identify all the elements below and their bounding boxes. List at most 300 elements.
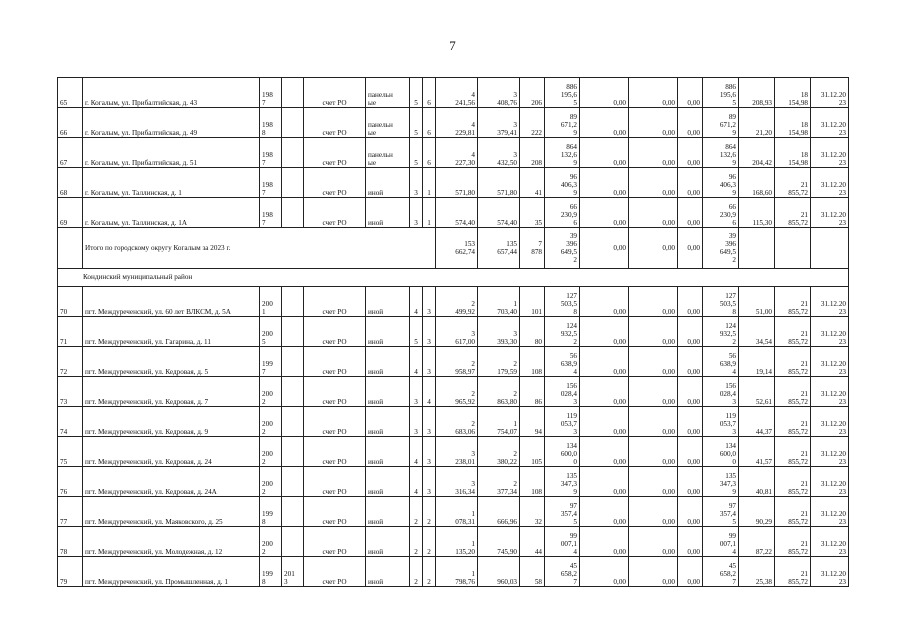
cell-row-number: 68 <box>58 168 83 198</box>
cell-address: г. Когалым, ул. Прибалтийская, д. 51 <box>83 138 260 168</box>
cell-fund-regional: 0,00 <box>629 467 678 497</box>
cell-max-cost: 21 855,72 <box>775 347 811 377</box>
cell-entrances: 3 <box>423 437 436 467</box>
cell-wall-material: панельн ые <box>366 78 410 108</box>
cell-fund-regional: 0,00 <box>629 108 678 138</box>
cell-residents: 86 <box>520 377 545 407</box>
cell-entrances: 4 <box>423 377 436 407</box>
cell-owners-funds: 99 007,1 4 <box>703 527 739 557</box>
cell-living-area: 2 179,59 <box>478 347 520 377</box>
cell-wall-material: иной <box>366 317 410 347</box>
cell-floors: 5 <box>410 138 423 168</box>
cell-wall-material: иной <box>366 557 410 587</box>
cell-residents: 108 <box>520 467 545 497</box>
cell-max-cost: 21 855,72 <box>775 557 811 587</box>
cell-owners-funds: 886 195,6 5 <box>703 78 739 108</box>
cell-planned-date: 31.12.20 23 <box>811 138 849 168</box>
table-row <box>58 138 849 168</box>
cell-total-area: 2 683,06 <box>436 407 478 437</box>
rows-konda <box>58 287 849 587</box>
cell-year-reconstruction <box>282 527 304 557</box>
cell-fund-local: 0,00 <box>678 198 703 228</box>
cell-fund-federal: 0,00 <box>580 138 629 168</box>
cell-wall-material: иной <box>366 347 410 377</box>
cell-fund-local: 0,00 <box>678 108 703 138</box>
cell-year-built: 199 7 <box>260 347 282 377</box>
table-row <box>58 168 849 198</box>
total-col12: 0,00 <box>580 228 629 269</box>
table-row <box>58 78 849 108</box>
cell-owners-funds: 156 028,4 3 <box>703 377 739 407</box>
cell-year-built: 200 2 <box>260 467 282 497</box>
cell-fund-federal: 0,00 <box>580 467 629 497</box>
cell-wall-material: иной <box>366 467 410 497</box>
cell-fund-local: 0,00 <box>678 347 703 377</box>
cell-living-area: 2 863,80 <box>478 377 520 407</box>
cell-planned-date: 31.12.20 23 <box>811 437 849 467</box>
cell-wall-material: иной <box>366 527 410 557</box>
total-area-living: 135 657,44 <box>478 228 520 269</box>
cell-owners-funds: 124 932,5 2 <box>703 317 739 347</box>
cell-row-number: 66 <box>58 108 83 138</box>
cell-address: пгт. Междуреченский, ул. Молодежная, д. 12 <box>83 527 260 557</box>
cell-cost: 134 600,0 0 <box>545 437 580 467</box>
cell-fund-method: счет РО <box>304 108 366 138</box>
table-row <box>58 527 849 557</box>
cell-residents: 222 <box>520 108 545 138</box>
cell-year-built: 198 8 <box>260 108 282 138</box>
cell-entrances: 2 <box>423 527 436 557</box>
cell-planned-date: 31.12.20 23 <box>811 317 849 347</box>
cell-cost: 45 658,2 7 <box>545 557 580 587</box>
cell-fund-local: 0,00 <box>678 78 703 108</box>
cell-fund-local: 0,00 <box>678 497 703 527</box>
cell-fund-federal: 0,00 <box>580 497 629 527</box>
cell-max-cost: 21 855,72 <box>775 407 811 437</box>
cell-cost: 127 503,5 8 <box>545 287 580 317</box>
cell-fund-federal: 0,00 <box>580 527 629 557</box>
cell-floors: 2 <box>410 557 423 587</box>
cell-row-number: 75 <box>58 437 83 467</box>
cell-fund-local: 0,00 <box>678 138 703 168</box>
cell-fund-regional: 0,00 <box>629 437 678 467</box>
cell-year-reconstruction <box>282 287 304 317</box>
cell-owners-funds: 127 503,5 8 <box>703 287 739 317</box>
cell-living-area: 1 754,07 <box>478 407 520 437</box>
cell-total-area: 2 965,92 <box>436 377 478 407</box>
cell-fund-method: счет РО <box>304 198 366 228</box>
cell-residents: 206 <box>520 78 545 108</box>
cell-living-area: 3 393,30 <box>478 317 520 347</box>
cell-entrances: 3 <box>423 317 436 347</box>
cell-fund-method: счет РО <box>304 168 366 198</box>
capital-repair-register-table <box>57 77 849 587</box>
cell-floors: 5 <box>410 317 423 347</box>
cell-fund-local: 0,00 <box>678 437 703 467</box>
cell-fund-federal: 0,00 <box>580 78 629 108</box>
cell-specific-cost: 40,81 <box>739 467 775 497</box>
cell-total-area: 4 241,56 <box>436 78 478 108</box>
cell-wall-material: иной <box>366 437 410 467</box>
cell-address: г. Когалым, ул. Таллинская, д. 1А <box>83 198 260 228</box>
cell-planned-date: 31.12.20 23 <box>811 377 849 407</box>
cell-residents: 35 <box>520 198 545 228</box>
cell-wall-material: иной <box>366 287 410 317</box>
cell-max-cost: 21 855,72 <box>775 527 811 557</box>
cell-fund-method: счет РО <box>304 317 366 347</box>
cell-fund-regional: 0,00 <box>629 407 678 437</box>
section-row <box>58 269 849 287</box>
cell-planned-date: 31.12.20 23 <box>811 497 849 527</box>
cell-year-reconstruction <box>282 407 304 437</box>
table-row <box>58 377 849 407</box>
total-kogalym <box>58 228 849 287</box>
cell-max-cost: 21 855,72 <box>775 168 811 198</box>
cell-address: пгт. Междуреченский, ул. Кедровая, д. 24А <box>83 467 260 497</box>
cell-planned-date: 31.12.20 23 <box>811 287 849 317</box>
cell-floors: 3 <box>410 407 423 437</box>
cell-living-area: 745,90 <box>478 527 520 557</box>
cell-entrances: 3 <box>423 467 436 497</box>
cell-fund-federal: 0,00 <box>580 347 629 377</box>
cell-cost: 56 638,9 4 <box>545 347 580 377</box>
cell-fund-method: счет РО <box>304 78 366 108</box>
cell-entrances: 3 <box>423 407 436 437</box>
cell-year-built: 198 7 <box>260 138 282 168</box>
table-row <box>58 287 849 317</box>
cell-residents: 94 <box>520 407 545 437</box>
cell-fund-regional: 0,00 <box>629 198 678 228</box>
table-row <box>58 407 849 437</box>
cell-total-area: 1 798,76 <box>436 557 478 587</box>
cell-fund-regional: 0,00 <box>629 377 678 407</box>
cell-year-reconstruction <box>282 108 304 138</box>
cell-floors: 4 <box>410 287 423 317</box>
cell-row-number: 67 <box>58 138 83 168</box>
cell-max-cost: 18 154,98 <box>775 138 811 168</box>
cell-entrances: 2 <box>423 497 436 527</box>
cell-fund-federal: 0,00 <box>580 317 629 347</box>
cell-planned-date: 31.12.20 23 <box>811 557 849 587</box>
cell-fund-federal: 0,00 <box>580 407 629 437</box>
cell-owners-funds: 45 658,2 7 <box>703 557 739 587</box>
cell-year-reconstruction <box>282 168 304 198</box>
cell-entrances: 2 <box>423 557 436 587</box>
cell-address: пгт. Междуреченский, ул. 60 лет ВЛКСМ, д. 5А <box>83 287 260 317</box>
cell-year-built: 198 7 <box>260 198 282 228</box>
cell-floors: 2 <box>410 497 423 527</box>
cell-living-area: 3 408,76 <box>478 78 520 108</box>
cell-owners-funds: 119 053,7 3 <box>703 407 739 437</box>
table-row <box>58 467 849 497</box>
cell-year-built: 200 2 <box>260 407 282 437</box>
cell-living-area: 3 432,50 <box>478 138 520 168</box>
cell-cost: 66 230,9 6 <box>545 198 580 228</box>
page-number: 7 <box>449 38 456 53</box>
cell-fund-local: 0,00 <box>678 527 703 557</box>
cell-max-cost: 21 855,72 <box>775 437 811 467</box>
cell-owners-funds: 89 671,2 9 <box>703 108 739 138</box>
cell-planned-date: 31.12.20 23 <box>811 467 849 497</box>
cell-cost: 119 053,7 3 <box>545 407 580 437</box>
cell-floors: 4 <box>410 467 423 497</box>
cell-wall-material: панельн ые <box>366 138 410 168</box>
cell-floors: 2 <box>410 527 423 557</box>
cell-fund-method: счет РО <box>304 377 366 407</box>
cell-living-area: 574,40 <box>478 198 520 228</box>
cell-floors: 4 <box>410 347 423 377</box>
cell-max-cost: 21 855,72 <box>775 317 811 347</box>
cell-address: пгт. Междуреченский, ул. Кедровая, д. 9 <box>83 407 260 437</box>
cell-fund-regional: 0,00 <box>629 78 678 108</box>
cell-specific-cost: 19,14 <box>739 347 775 377</box>
cell-row-number: 79 <box>58 557 83 587</box>
cell-fund-regional: 0,00 <box>629 347 678 377</box>
cell-residents: 208 <box>520 138 545 168</box>
cell-total-area: 3 316,34 <box>436 467 478 497</box>
cell-specific-cost: 168,60 <box>739 168 775 198</box>
table-row <box>58 108 849 138</box>
cell-fund-local: 0,00 <box>678 467 703 497</box>
cell-row-number: 70 <box>58 287 83 317</box>
cell-planned-date: 31.12.20 23 <box>811 527 849 557</box>
cell-wall-material: иной <box>366 407 410 437</box>
section-label: Кондинский муниципальный район <box>58 269 849 287</box>
cell-residents: 108 <box>520 347 545 377</box>
cell-living-area: 2 377,34 <box>478 467 520 497</box>
cell-entrances: 3 <box>423 347 436 377</box>
cell-fund-federal: 0,00 <box>580 287 629 317</box>
cell-planned-date: 31.12.20 23 <box>811 108 849 138</box>
cell-max-cost: 18 154,98 <box>775 108 811 138</box>
cell-fund-local: 0,00 <box>678 168 703 198</box>
cell-max-cost: 18 154,98 <box>775 78 811 108</box>
cell-total-area: 1 078,31 <box>436 497 478 527</box>
cell-residents: 58 <box>520 557 545 587</box>
cell-row-number: 71 <box>58 317 83 347</box>
cell-entrances: 6 <box>423 78 436 108</box>
table-row <box>58 497 849 527</box>
cell-year-built: 200 2 <box>260 377 282 407</box>
cell-year-built: 199 8 <box>260 497 282 527</box>
cell-specific-cost: 41,57 <box>739 437 775 467</box>
cell-max-cost: 21 855,72 <box>775 287 811 317</box>
cell-floors: 3 <box>410 198 423 228</box>
cell-max-cost: 21 855,72 <box>775 198 811 228</box>
cell-residents: 80 <box>520 317 545 347</box>
cell-planned-date: 31.12.20 23 <box>811 347 849 377</box>
cell-wall-material: иной <box>366 198 410 228</box>
cell-year-reconstruction <box>282 497 304 527</box>
cell-specific-cost: 87,22 <box>739 527 775 557</box>
cell-fund-regional: 0,00 <box>629 138 678 168</box>
cell-specific-cost: 208,93 <box>739 78 775 108</box>
cell-year-built: 199 8 <box>260 557 282 587</box>
cell-planned-date: 31.12.20 23 <box>811 198 849 228</box>
cell-year-reconstruction <box>282 467 304 497</box>
cell-specific-cost: 44,37 <box>739 407 775 437</box>
cell-row-number: 78 <box>58 527 83 557</box>
cell-year-reconstruction <box>282 437 304 467</box>
cell-floors: 5 <box>410 108 423 138</box>
cell-fund-method: счет РО <box>304 437 366 467</box>
table-row <box>58 557 849 587</box>
cell-address: пгт. Междуреченский, ул. Кедровая, д. 7 <box>83 377 260 407</box>
cell-year-reconstruction <box>282 198 304 228</box>
cell-cost: 135 347,3 9 <box>545 467 580 497</box>
cell-living-area: 1 703,40 <box>478 287 520 317</box>
cell-year-reconstruction: 201 3 <box>282 557 304 587</box>
cell-owners-funds: 135 347,3 9 <box>703 467 739 497</box>
cell-specific-cost: 21,20 <box>739 108 775 138</box>
cell-entrances: 1 <box>423 168 436 198</box>
cell-living-area: 571,80 <box>478 168 520 198</box>
cell-row-number: 76 <box>58 467 83 497</box>
cell-cost: 97 357,4 5 <box>545 497 580 527</box>
cell-fund-local: 0,00 <box>678 407 703 437</box>
cell-row-number: 72 <box>58 347 83 377</box>
cell-total-area: 571,80 <box>436 168 478 198</box>
cell-specific-cost: 90,29 <box>739 497 775 527</box>
cell-entrances: 6 <box>423 108 436 138</box>
cell-fund-method: счет РО <box>304 497 366 527</box>
cell-owners-funds: 66 230,9 6 <box>703 198 739 228</box>
cell-address: пгт. Междуреченский, ул. Маяковского, д. 25 <box>83 497 260 527</box>
total-col14: 0,00 <box>678 228 703 269</box>
cell-entrances: 6 <box>423 138 436 168</box>
cell-year-reconstruction <box>282 377 304 407</box>
cell-owners-funds: 134 600,0 0 <box>703 437 739 467</box>
cell-year-built: 200 1 <box>260 287 282 317</box>
cell-wall-material: иной <box>366 497 410 527</box>
cell-fund-method: счет РО <box>304 557 366 587</box>
cell-residents: 101 <box>520 287 545 317</box>
cell-floors: 5 <box>410 78 423 108</box>
cell-fund-local: 0,00 <box>678 377 703 407</box>
cell-cost: 124 932,5 2 <box>545 317 580 347</box>
cell-owners-funds: 864 132,6 9 <box>703 138 739 168</box>
cell-total-area: 2 499,92 <box>436 287 478 317</box>
cell-address: пгт. Междуреченский, ул. Кедровая, д. 24 <box>83 437 260 467</box>
cell-owners-funds: 97 357,4 5 <box>703 497 739 527</box>
cell-specific-cost: 115,30 <box>739 198 775 228</box>
cell-wall-material: иной <box>366 377 410 407</box>
cell-specific-cost: 52,61 <box>739 377 775 407</box>
cell-owners-funds: 96 406,3 9 <box>703 168 739 198</box>
cell-address: г. Когалым, ул. Прибалтийская, д. 43 <box>83 78 260 108</box>
cell-year-built: 200 2 <box>260 437 282 467</box>
total-residents: 7 878 <box>520 228 545 269</box>
cell-address: пгт. Междуреченский, ул. Промышленная, д. 1 <box>83 557 260 587</box>
cell-living-area: 3 379,41 <box>478 108 520 138</box>
total-sum: 39 396 649,5 2 <box>703 228 739 269</box>
cell-row-number: 77 <box>58 497 83 527</box>
cell-fund-regional: 0,00 <box>629 168 678 198</box>
cell-cost: 99 007,1 4 <box>545 527 580 557</box>
total-cost: 39 396 649,5 2 <box>545 228 580 269</box>
cell-planned-date: 31.12.20 23 <box>811 407 849 437</box>
cell-residents: 41 <box>520 168 545 198</box>
table-row <box>58 198 849 228</box>
cell-fund-method: счет РО <box>304 407 366 437</box>
cell-fund-federal: 0,00 <box>580 198 629 228</box>
cell-max-cost: 21 855,72 <box>775 467 811 497</box>
cell-total-area: 1 135,20 <box>436 527 478 557</box>
cell-year-built: 198 7 <box>260 78 282 108</box>
cell-year-built: 198 7 <box>260 168 282 198</box>
cell-floors: 4 <box>410 437 423 467</box>
cell-year-built: 200 5 <box>260 317 282 347</box>
cell-year-reconstruction <box>282 138 304 168</box>
cell-address: г. Когалым, ул. Таллинская, д. 1 <box>83 168 260 198</box>
cell-residents: 105 <box>520 437 545 467</box>
cell-cost: 156 028,4 3 <box>545 377 580 407</box>
cell-row-number: 69 <box>58 198 83 228</box>
cell-fund-regional: 0,00 <box>629 557 678 587</box>
table-row <box>58 317 849 347</box>
cell-specific-cost: 204,42 <box>739 138 775 168</box>
cell-fund-method: счет РО <box>304 347 366 377</box>
cell-fund-regional: 0,00 <box>629 527 678 557</box>
cell-address: пгт. Междуреченский, ул. Гагарина, д. 11 <box>83 317 260 347</box>
cell-address: пгт. Междуреченский, ул. Кедровая, д. 5 <box>83 347 260 377</box>
cell-cost: 864 132,6 9 <box>545 138 580 168</box>
cell-wall-material: панельн ые <box>366 108 410 138</box>
cell-floors: 3 <box>410 168 423 198</box>
cell-living-area: 960,03 <box>478 557 520 587</box>
cell-cost: 886 195,6 5 <box>545 78 580 108</box>
cell-row-number: 74 <box>58 407 83 437</box>
cell-residents: 32 <box>520 497 545 527</box>
cell-row-number: 65 <box>58 78 83 108</box>
cell-fund-method: счет РО <box>304 138 366 168</box>
cell-specific-cost: 25,38 <box>739 557 775 587</box>
cell-entrances: 1 <box>423 198 436 228</box>
cell-total-area: 3 238,01 <box>436 437 478 467</box>
cell-residents: 44 <box>520 527 545 557</box>
cell-wall-material: иной <box>366 168 410 198</box>
cell-total-area: 4 227,30 <box>436 138 478 168</box>
cell-fund-federal: 0,00 <box>580 557 629 587</box>
cell-entrances: 3 <box>423 287 436 317</box>
total-col13: 0,00 <box>629 228 678 269</box>
cell-fund-method: счет РО <box>304 287 366 317</box>
cell-total-area: 4 229,81 <box>436 108 478 138</box>
cell-living-area: 666,96 <box>478 497 520 527</box>
cell-fund-method: счет РО <box>304 527 366 557</box>
cell-total-area: 3 617,00 <box>436 317 478 347</box>
cell-year-built: 200 2 <box>260 527 282 557</box>
cell-fund-regional: 0,00 <box>629 287 678 317</box>
cell-total-area: 574,40 <box>436 198 478 228</box>
cell-total-area: 2 958,97 <box>436 347 478 377</box>
cell-fund-local: 0,00 <box>678 317 703 347</box>
total-row <box>58 228 849 269</box>
cell-planned-date: 31.12.20 23 <box>811 168 849 198</box>
cell-cost: 89 671,2 9 <box>545 108 580 138</box>
cell-fund-local: 0,00 <box>678 287 703 317</box>
cell-cost: 96 406,3 9 <box>545 168 580 198</box>
cell-max-cost: 21 855,72 <box>775 497 811 527</box>
cell-fund-regional: 0,00 <box>629 497 678 527</box>
cell-year-reconstruction <box>282 78 304 108</box>
cell-planned-date: 31.12.20 23 <box>811 78 849 108</box>
cell-address: г. Когалым, ул. Прибалтийская, д. 49 <box>83 108 260 138</box>
cell-fund-federal: 0,00 <box>580 437 629 467</box>
rows-kogalym <box>58 78 849 228</box>
cell-max-cost: 21 855,72 <box>775 377 811 407</box>
cell-living-area: 2 380,22 <box>478 437 520 467</box>
